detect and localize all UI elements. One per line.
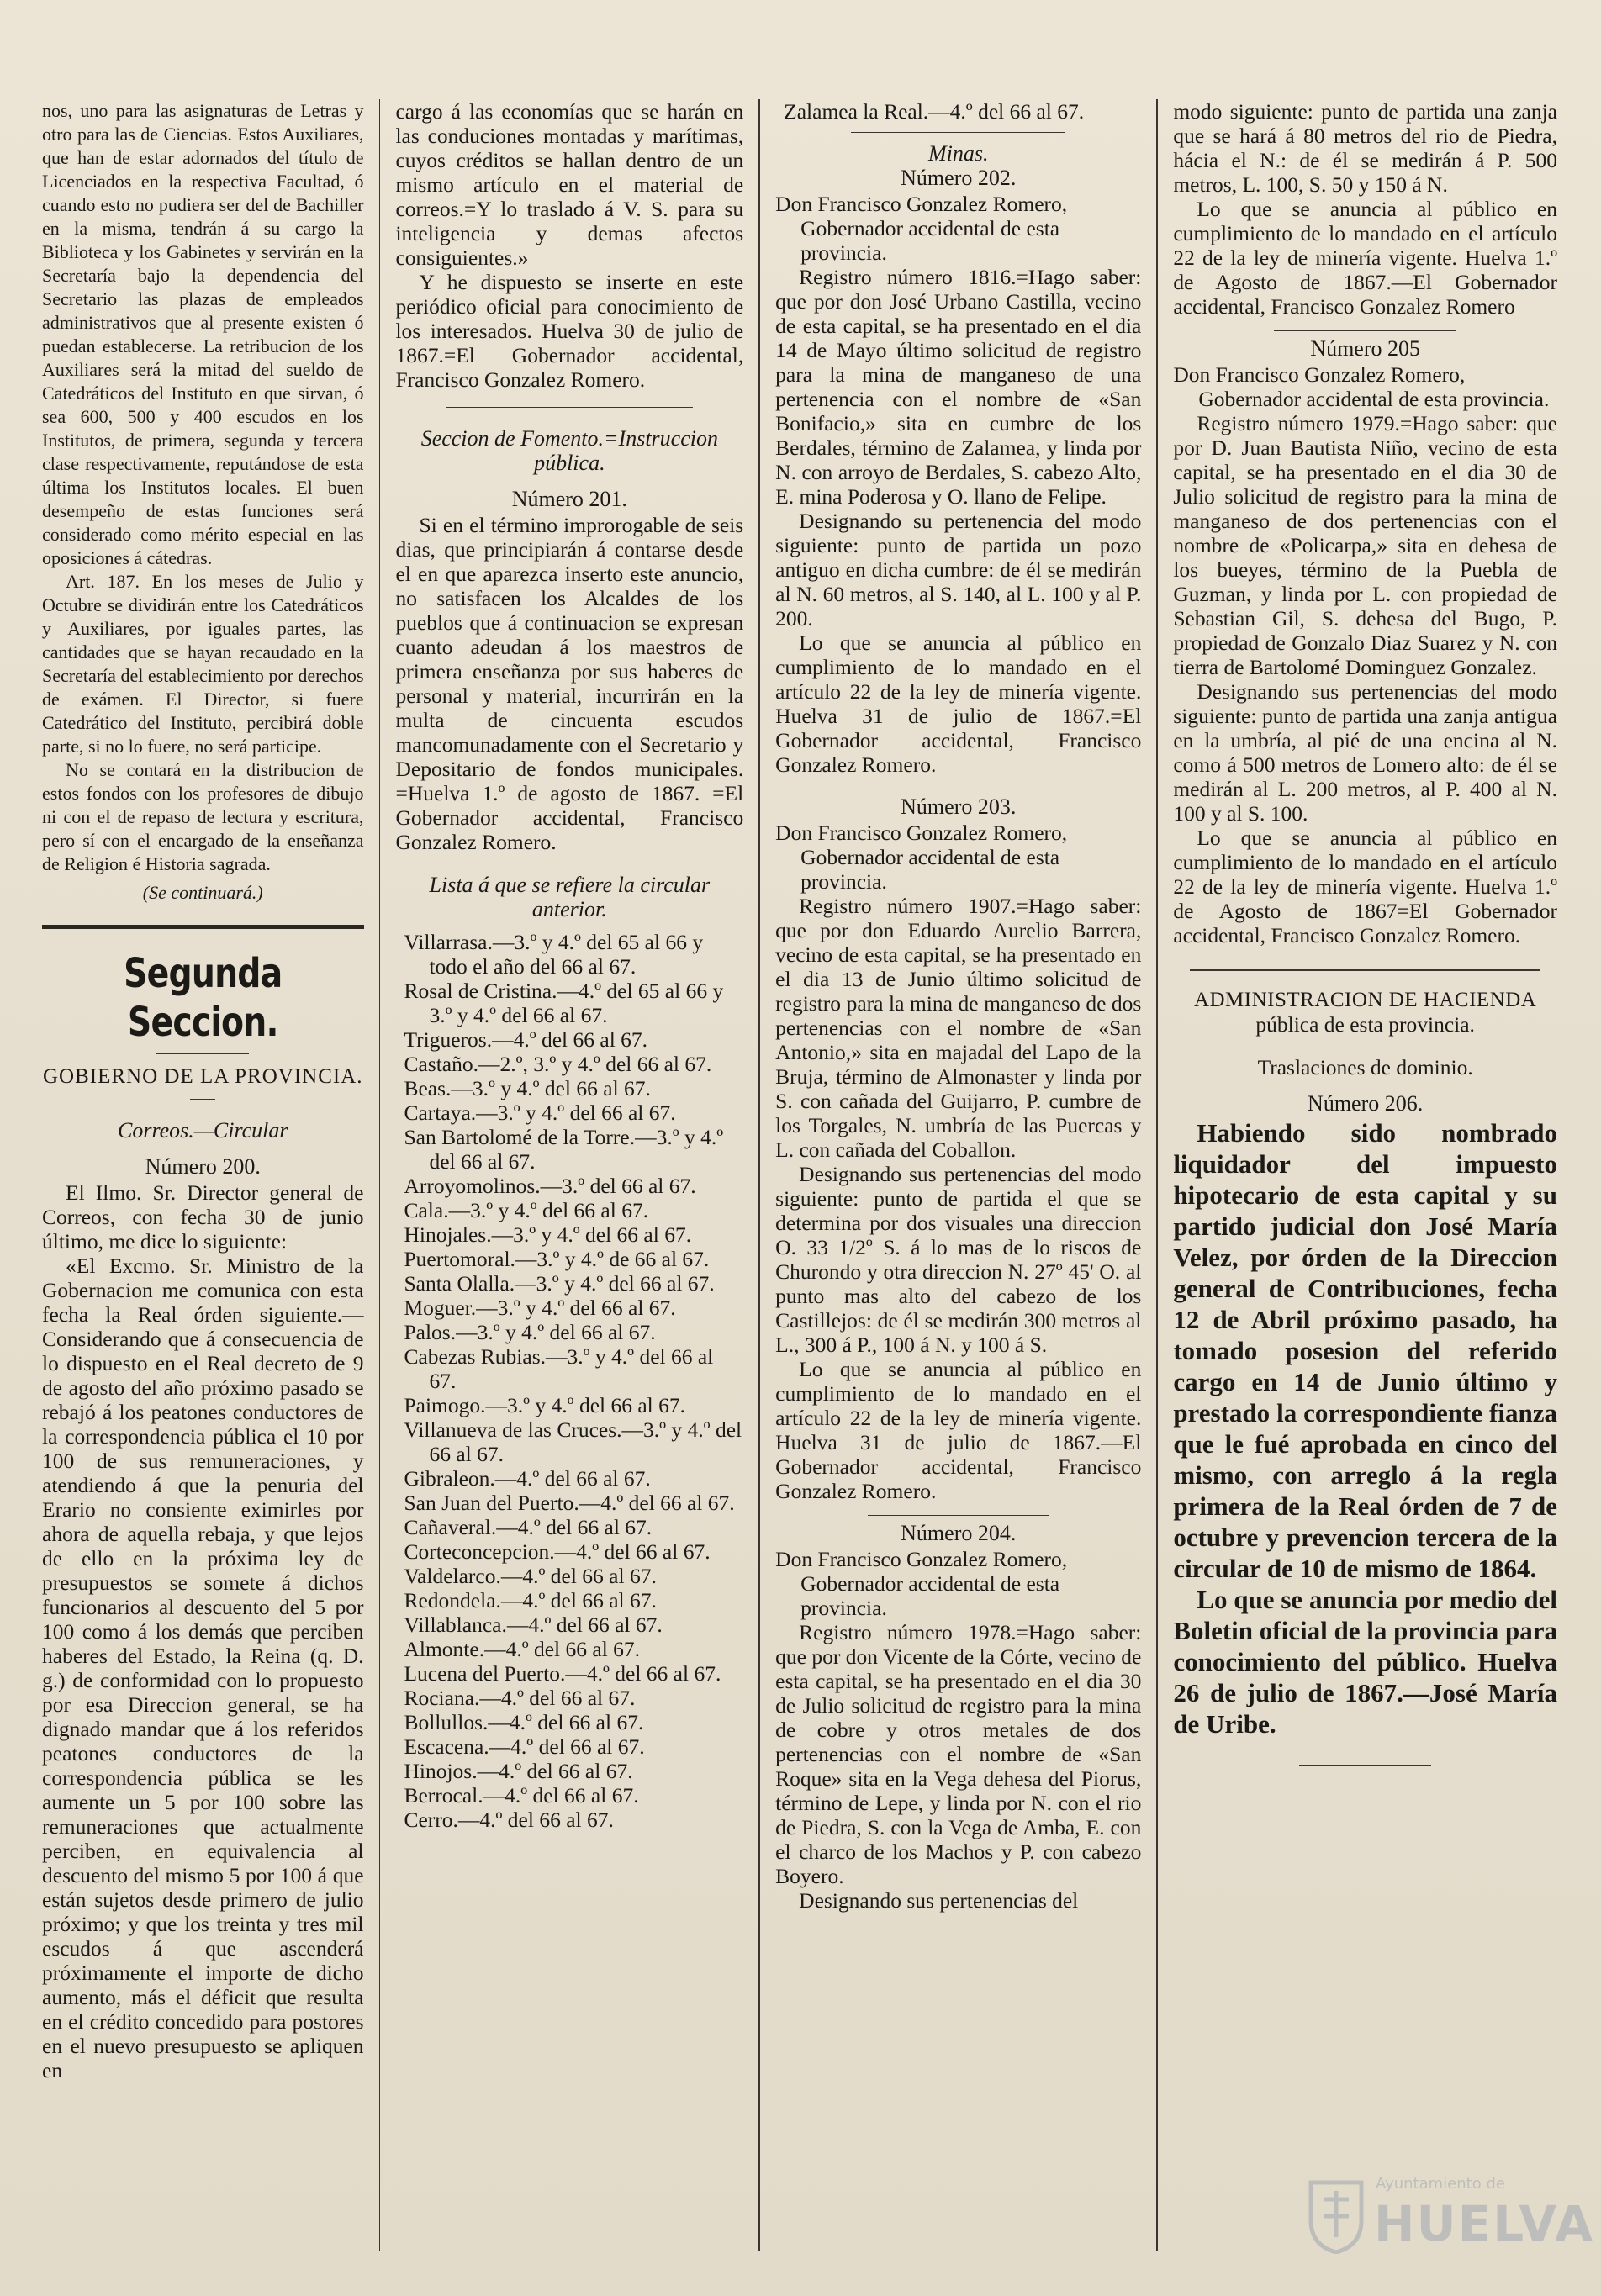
gov-title: GOBIERNO DE LA PROVINCIA. [42, 1065, 363, 1088]
notice-number: Número 202. [901, 166, 1017, 190]
paragraph: Lo que se anuncia por medio del Boletin oficial de la provincia para conocimiento del público. Huelva 26 de julio de 1867.—José María de Uribe. [1173, 1585, 1557, 1739]
paragraph: Habiendo sido nombrado liquidador del impuesto hipotecario de esta capital y su partido judicial don José María Velez, por órden de la Direccion general de Contribuciones, fecha 12 de Abril próximo pasado, ha tomado posesion del referido cargo en 14 de Junio último y prestado la correspondiente fianza que le fué aprobada en cinco del mismo, con arreglo á la regla primera de la Real órden de 7 de octubre y prevencion tercera de la circular de 10 de mismo de 1864. [1173, 1118, 1557, 1583]
notice-number: Número 206. [1308, 1091, 1424, 1116]
paragraph: modo siguiente: punto de partida una zanja que se hará á 80 metros del rio de Piedra, hácia el N.: de él se medirán á P. 500 metros, L. 100, S. 50 y 150 á N. [1173, 99, 1557, 197]
watermark-subtitle: Ayuntamiento de [1376, 2175, 1505, 2193]
ornament-rule [156, 1053, 249, 1054]
list-item: Moguer.—3.º y 4.º del 66 al 67. [404, 1296, 676, 1320]
notice-heading: Don Francisco Gonzalez Romero, Gobernador accidental de esta provincia. [775, 1547, 1068, 1620]
divider [1299, 1765, 1431, 1766]
list-item: Cañaveral.—4.º del 66 al 67. [404, 1515, 653, 1539]
paragraph: Registro número 1979.=Hago saber: que por D. Juan Bautista Niño, vecino de esta capital, se ha presentado en el dia 30 de Julio solicitud de registro para la mina de manganeso de dos pertenencias con el nombre de «Policarpa,» sita en dehesa de los bueyes, término de la Puebla de Guzman, y linda por L. con propiedad de Sebastian Gil, S. dehesa del Bugo, P. propiedad de Gonzalo Diaz Suarez y N. con tierra de Bartolomé Dominguez Gonzalez. [1173, 411, 1557, 679]
column-3 [765, 99, 1151, 2251]
list-item: Hinojos.—4.º del 66 al 67. [404, 1759, 633, 1783]
fomento-title: Seccion de Fomento.=Instruccion pública. [420, 426, 718, 475]
paragraph: Art. 187. En los meses de Julio y Octubre se dividirán entre los Catedráticos y Auxiliares, por iguales partes, las cantidades que se hayan recaudado en la Secretaría del establecimiento por derechos de exámen. El Director, si fuere Catedrático del Instituto, percibirá doble parte, si no lo fuere, no será participe. [42, 571, 364, 757]
crest-icon [1307, 2178, 1366, 2254]
list-item: Cerro.—4.º del 66 al 67. [404, 1808, 614, 1832]
list-item: Santa Olalla.—3.º y 4.º del 66 al 67. [404, 1271, 715, 1296]
section-divider [1190, 969, 1540, 971]
section-divider [42, 925, 364, 929]
paragraph: Designando sus pertenencias del [799, 1888, 1079, 1913]
paragraph: Registro número 1907.=Hago saber: que por don Eduardo Aurelio Barrera, vecino de esta capital, se ha presentado en el dia 13 de Junio último solicitud de registro para la mina de manganeso de dos pertenencias con el nombre de «San Antonio,» sita en majadal del Lapo de la Bruja, término de Almonaster y linda por S. con cañada del Guijarro, P. cumbre de los Torgales, N. umbría de las Puercas y L. con cañada del Coballon. [775, 894, 1142, 1162]
paragraph: Lo que se anuncia al público en cumplimiento de lo mandado en el artículo 22 de la ley de minería vigente. Huelva 31 de julio de 1867.=El Gobernador accidental, Francisco Gonzalez Romero. [775, 631, 1142, 777]
paragraph: nos, uno para las asignaturas de Letras y otro para las de Ciencias. Estos Auxiliares, que han de estar adornados del título de Licenciados en la respectiva Facultad, ó cuando esto no pudiera ser del de Bachiller en la misma, tendrán á su cargo la Biblioteca y los Gabinetes y servirán en la Secretaría bajo la dependencia del Secretario las plazas de empleados administrativos que al presente existen ó puedan establecerse. La retribucion de los Auxiliares será la mitad del sueldo de Catedráticos del Instituto en que sirvan, ó sea 600, 500 y 400 escudos en los Institutos, de primera, segunda y tercera clase respectivamente, reputándose de esta última los Institutos locales. El buen desempeño de estas funciones será considerado como mérito especial en las oposiciones á cátedras. [42, 100, 364, 568]
columns [32, 99, 1567, 2251]
debtor-list [395, 930, 743, 1832]
notice-number: Número 201. [511, 487, 627, 511]
list-item: Hinojales.—3.º y 4.º del 66 al 67. [404, 1222, 692, 1247]
notice-number: Número 204. [901, 1521, 1017, 1545]
notice-heading: Don Francisco Gonzalez Romero, Gobernador accidental de esta provincia. [775, 821, 1068, 894]
divider [868, 1515, 1049, 1516]
list-item: San Juan del Puerto.—4.º del 66 al 67. [404, 1491, 735, 1515]
minas-title: Minas. [928, 141, 989, 166]
list-item: Arroyomolinos.—3.º del 66 al 67. [404, 1174, 696, 1198]
article-instituto [42, 99, 364, 905]
paragraph: El Ilmo. Sr. Director general de Correos, con fecha 30 de junio último, me dice lo siguiente: [42, 1180, 364, 1254]
list-item: San Bartolomé de la Torre.—3.º y 4.º del 66 al 67. [404, 1125, 724, 1174]
list-item: Villarrasa.—3.º y 4.º del 65 al 66 y todo el año del 66 al 67. [404, 930, 704, 979]
column-rule [758, 99, 760, 2251]
list-item: Villanueva de las Cruces.—3.º y 4.º del 66 al 67. [404, 1417, 742, 1466]
list-item: Gibraleon.—4.º del 66 al 67. [404, 1466, 651, 1491]
list-item: Lucena del Puerto.—4.º del 66 al 67. [404, 1661, 721, 1686]
notice-number: Número 200. [145, 1154, 261, 1179]
list-item: Rosal de Cristina.—4.º del 65 al 66 y 3.º y 4.º del 66 al 67. [404, 979, 724, 1027]
paragraph: Lo que se anuncia al público en cumplimiento de lo mandado en el artículo 22 de la ley de minería vigente. Huelva 31 de julio de 1867.—El Gobernador accidental, Francisco Gonzalez Romero. [775, 1357, 1142, 1503]
paragraph: Si en el término improrogable de seis dias, que principiarán á contarse desde el en que aparezca inserto este anuncio, no satisfacen los Alcaldes de los pueblos que á continuacion se expresan cuanto adeudan á los maestros de primera enseñanza por sus haberes de personal y material, incurrirán en la multa de cincuenta escudos mancomunadamente con el Secretario y Depositario de fondos municipales. =Huelva 1.º de agosto de 1867. =El Gobernador accidental, Francisco Gonzalez Romero. [395, 513, 744, 854]
list-item: Cala.—3.º y 4.º del 66 al 67. [404, 1198, 649, 1222]
list-item: Almonte.—4.º del 66 al 67. [404, 1637, 641, 1661]
column-rule [379, 99, 381, 2251]
paragraph: Designando sus pertenencias del modo siguiente: punto de partida una zanja antigua en la umbría, al pié de una encina al N. como á 500 metros de Lomero alto: de él se medirán al L. 200 metros, al P. 400 al N. 100 y al S. 100. [1173, 679, 1557, 826]
notice-number: Número 203. [901, 794, 1017, 819]
paragraph: Designando su pertenencia del modo siguiente: punto de partida un pozo antiguo en dicha cumbre: de él se medirán al N. 60 metros, al S. 140, al L. 100 y al P. 200. [775, 509, 1142, 631]
list-item: Villablanca.—4.º del 66 al 67. [404, 1612, 663, 1637]
paragraph: Lo que se anuncia al público en cumplimiento de lo mandado en el artículo 22 de la ley de minería vigente. Huelva 1.º de Agosto de 1867=El Gobernador accidental, Francisco Gonzalez Romero. [1173, 826, 1557, 947]
admin-subtitle: pública de esta provincia. [1255, 1012, 1475, 1037]
paragraph: Lo que se anuncia al público en cumplimiento de lo mandado en el artículo 22 de la ley de minería vigente. Huelva 1.º de Agosto de 1867.—El Gobernador accidental, Francisco Gonzalez Romero [1173, 197, 1557, 319]
list-item: Palos.—3.º y 4.º del 66 al 67. [404, 1320, 656, 1344]
admin-title: ADMINISTRACION DE HACIENDA [1193, 989, 1537, 1011]
watermark-city: HUELVA [1374, 2195, 1595, 2252]
paragraph: «El Excmo. Sr. Ministro de la Gobernacion me comunica con esta fecha la Real órden siguiente.—Considerando que á consecuencia de lo dispuesto en el Real decreto de 9 de agosto del año próximo pasado se rebajó á los peatones conductores de la correspondencia pública el 10 por 100 de sus remuneraciones, y atendiendo á que la penuria del Erario no consiente eximirles por ahora de aquella rebaja, y que lejos de ello en la próxima ley de presupuestos se somete á dichos funcionarios al descuento del 5 por 100 como á los demás que perciben haberes del Estado, la Reina (q. D. g.) de conformidad con lo propuesto por esa Direccion general, se ha dignado mandar que á los referidos peatones conductores de la correspondencia pública se les aumente un 5 por 100 sobre las remuneraciones que actualmente perciben, en equivalencia al descuento del mismo 5 por 100 á que están sujetos desde primero de julio próximo; y que los treinta y tres mil escudos á que ascenderá próximamente el importe de dicho aumento, más el déficit que resulta en el crédito concedido para postores en el nuevo presupuesto se apliquen en [42, 1254, 364, 2082]
archive-watermark [1298, 2161, 1595, 2262]
list-item: Escacena.—4.º del 66 al 67. [404, 1734, 645, 1759]
notice-number: Número 205 [1310, 336, 1420, 361]
list-item: Beas.—3.º y 4.º del 66 al 67. [404, 1076, 651, 1100]
notice-206 [1173, 1117, 1557, 1739]
column-rule [1156, 99, 1158, 2251]
paragraph: Registro número 1978.=Hago saber: que por don Vicente de la Córte, vecino de esta capital, se ha presentado en el dia 30 de Julio solicitud de registro para la mina de cobre y otros metales de dos pertenencias con el nombre de «San Roque» sita en la Vega dehesa del Piorus, término de Lepe, y linda por N. con el rio de Piedra, S. con la Vega de Amba, E. con el charco de los Machos y P. con cabezo Boyero. [775, 1620, 1142, 1888]
circular-title: Correos.—Circular [118, 1118, 288, 1143]
section-title: Segunda Seccion. [124, 950, 283, 1046]
notice-heading: Don Francisco Gonzalez Romero, Gobernador accidental de esta provincia. [775, 192, 1068, 265]
list-item: Cartaya.—3.º y 4.º del 66 al 67. [404, 1100, 676, 1125]
list-item: Puertomoral.—3.º y 4.º de 66 al 67. [404, 1247, 710, 1271]
divider [446, 407, 693, 408]
list-item: Bollullos.—4.º del 66 al 67. [404, 1710, 644, 1734]
list-item: Cabezas Rubias.—3.º y 4.º del 66 al 67. [404, 1344, 714, 1393]
divider [851, 132, 1065, 133]
traslaciones-title: Traslaciones de dominio. [1257, 1055, 1473, 1079]
paragraph: Registro número 1816.=Hago saber: que por don José Urbano Castilla, vecino de esta capital, se ha presentado en el dia 14 de Mayo último solicitud de registro para la mina de manganeso de una pertenencia con el nombre de «San Bonifacio,» sita en cumbre de los Berdales, término de Zalamea, y linda por N. con arroyo de Berdales, S. cabezo Alto, E. mina Poderosa y O. llano de Felipe. [775, 265, 1142, 509]
paragraph: No se contará en la distribucion de estos fondos con los profesores de dibujo ni con el de repaso de lectura y escritura, pero sí con el encargado de la enseñanza de Religion é Historia sagrada. [42, 759, 364, 874]
paragraph: Designando sus pertenencias del modo siguiente: punto de partida el que se determina por dos visuales una direccion O. 33 1/2º S. á lo mas de lo riscos de Churondo y otra direccion N. 27º 45' O. al punto mas alto del cabezo de los Castillejos: de él se medirán 300 metros al L., 300 á P., 100 á N. y 100 á S. [775, 1162, 1142, 1357]
paragraph: cargo á las economías que se harán en las conduciones montadas y marítimas, cuyos créditos se hallan dentro de un mismo artículo en el material de correos.=Y lo traslado á V. S. para su inteligencia y demas afectos consiguientes.» [395, 99, 744, 270]
notice-heading: Don Francisco Gonzalez Romero, Gobernador accidental de esta provincia. [1173, 362, 1550, 411]
continued-note: (Se continuará.) [142, 882, 263, 903]
short-rule [190, 1099, 215, 1100]
column-1 [32, 99, 374, 2251]
list-item: Paimogo.—3.º y 4.º del 66 al 67. [404, 1393, 686, 1417]
paragraph: Y he dispuesto se inserte en este periódico oficial para conocimiento de los interesados. Huelva 30 de julio de 1867.=El Gobernador accidental, Francisco Gonzalez Romero. [395, 270, 744, 392]
column-4 [1163, 99, 1567, 2251]
list-item: Rociana.—4.º del 66 al 67. [404, 1686, 636, 1710]
column-2 [385, 99, 753, 2251]
list-item: Valdelarco.—4.º del 66 al 67. [404, 1564, 657, 1588]
list-item: Zalamea la Real.—4.º del 66 al 67. [784, 99, 1085, 124]
list-item: Berrocal.—4.º del 66 al 67. [404, 1783, 639, 1808]
list-item: Castaño.—2.º, 3.º y 4.º del 66 al 67. [404, 1052, 712, 1076]
list-item: Trigueros.—4.º del 66 al 67. [404, 1027, 648, 1052]
list-title: Lista á que se refiere la circular anterior. [429, 873, 711, 921]
list-item: Redondela.—4.º del 66 al 67. [404, 1588, 657, 1612]
divider [1274, 330, 1456, 331]
list-item: Corteconcepcion.—4.º del 66 al 67. [404, 1539, 711, 1564]
